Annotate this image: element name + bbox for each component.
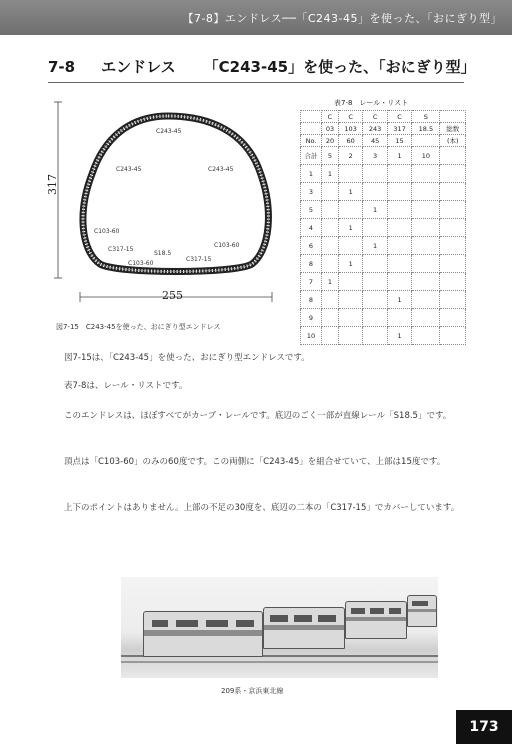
table-cell <box>412 201 440 219</box>
table-cell <box>387 219 411 237</box>
table-cell: 2 <box>338 147 362 165</box>
table-cell <box>440 165 466 183</box>
section-number: 7-8 <box>48 58 76 76</box>
table-row <box>301 237 466 255</box>
table-row <box>301 219 466 237</box>
table-cell: 1 <box>387 327 411 345</box>
table-header-cell: 317 <box>387 123 411 135</box>
table-row <box>301 291 466 309</box>
table-header-cell <box>301 111 322 123</box>
table-cell <box>387 183 411 201</box>
table-cell <box>338 165 362 183</box>
table-header-cell: 総数 <box>440 123 466 135</box>
table-cell <box>412 219 440 237</box>
table-cell <box>363 309 387 327</box>
table-row <box>301 309 466 327</box>
table-header-cell: 103 <box>338 123 362 135</box>
table-cell <box>412 237 440 255</box>
table-cell: 1 <box>387 291 411 309</box>
table-header-cell: C <box>322 111 339 123</box>
table-row <box>301 183 466 201</box>
table-row <box>301 273 466 291</box>
table-row <box>301 165 466 183</box>
body-paragraph: 上下のポイントはありません。上部の不足の30度を、底辺の二本の「C317-15」でカバーしています。 <box>64 503 460 513</box>
body-paragraph: 頂点は「C103-60」のみの60度です。この両側に「C243-45」を組合せていて、上部は15度です。 <box>64 457 446 467</box>
table-cell <box>363 219 387 237</box>
table-cell: 1 <box>322 165 339 183</box>
table-cell <box>440 255 466 273</box>
table-cell <box>322 201 339 219</box>
table-header-cell: C <box>363 111 387 123</box>
table-cell: 6 <box>301 237 322 255</box>
table-cell <box>322 309 339 327</box>
table-cell: 10 <box>412 147 440 165</box>
track-label: C243-45 <box>116 166 142 173</box>
table-row <box>301 147 466 165</box>
table-header-row <box>301 111 466 123</box>
train-car <box>263 607 345 649</box>
table-cell <box>322 219 339 237</box>
section-title-part2: 「C243-45」を使った、「おにぎり型」 <box>203 58 476 76</box>
table-cell <box>412 273 440 291</box>
table-cell <box>338 327 362 345</box>
table-row <box>301 201 466 219</box>
table-cell <box>363 327 387 345</box>
table-header-cell: 18.5 <box>412 123 440 135</box>
table-cell: 5 <box>322 147 339 165</box>
table-header-cell: C <box>338 111 362 123</box>
body-paragraph: 図7-15は、「C243-45」を使った、おにぎり型エンドレスです。 <box>64 353 310 363</box>
train-car <box>345 601 407 639</box>
table-cell: 10 <box>301 327 322 345</box>
table-cell <box>387 309 411 327</box>
table-header-cell: No. <box>301 135 322 147</box>
table-header-cell <box>412 135 440 147</box>
track-label: C103-60 <box>214 242 240 249</box>
table-header-row <box>301 123 466 135</box>
table-cell <box>387 273 411 291</box>
table-cell <box>363 291 387 309</box>
table-row <box>301 327 466 345</box>
table-cell: 1 <box>338 219 362 237</box>
body-paragraph: このエンドレスは、ほぼすべてがカーブ・レールです。底辺のごく一部が直線レール「S18.5」です。 <box>64 411 452 421</box>
table-cell: 1 <box>338 255 362 273</box>
train-car <box>407 595 437 627</box>
table-header-cell: 15 <box>387 135 411 147</box>
table-body <box>301 147 466 345</box>
table-cell <box>440 219 466 237</box>
table-cell: 合計 <box>301 147 322 165</box>
table-cell: 8 <box>301 291 322 309</box>
table-header-cell: 60 <box>338 135 362 147</box>
table-cell <box>387 165 411 183</box>
table-cell <box>338 273 362 291</box>
table-cell: 1 <box>301 165 322 183</box>
table-cell: 1 <box>322 273 339 291</box>
table-cell: 1 <box>363 237 387 255</box>
photo-caption: 209系・京浜東北線 <box>221 687 284 695</box>
table-cell <box>440 273 466 291</box>
table-cell <box>387 201 411 219</box>
table-cell <box>322 255 339 273</box>
table-cell <box>363 165 387 183</box>
table-header-cell: 243 <box>363 123 387 135</box>
table-cell <box>387 237 411 255</box>
table-cell <box>440 237 466 255</box>
table-cell <box>412 183 440 201</box>
table-cell: 9 <box>301 309 322 327</box>
table-header-cell: 03 <box>322 123 339 135</box>
table-cell: 3 <box>301 183 322 201</box>
table-cell <box>412 327 440 345</box>
track-diagram-svg <box>38 92 290 320</box>
table-cell <box>363 273 387 291</box>
track-label: S18.5 <box>154 250 172 257</box>
table-header-cell <box>301 123 322 135</box>
table-cell <box>338 291 362 309</box>
rail-list-table <box>300 110 466 345</box>
table-cell <box>322 183 339 201</box>
figure-caption: 図7-15 C243-45を使った、おにぎり型エンドレス <box>56 323 221 331</box>
dimension-height: 317 <box>46 174 59 195</box>
table-cell: 3 <box>363 147 387 165</box>
table-cell <box>363 255 387 273</box>
running-header: 【7-8】エンドレス──「C243-45」を使った、「おにぎり型」 <box>182 12 502 25</box>
train-car <box>143 611 263 657</box>
table-row <box>301 255 466 273</box>
body-paragraph: 表7-8は、レール・リストです。 <box>64 381 188 391</box>
table-cell <box>387 255 411 273</box>
table-cell: 7 <box>301 273 322 291</box>
header-bar <box>0 0 512 35</box>
dimension-width: 255 <box>162 289 183 302</box>
table-cell: 1 <box>338 183 362 201</box>
title-rule <box>48 82 464 83</box>
table-header-row <box>301 135 466 147</box>
table-cell <box>440 309 466 327</box>
page-number: 173 <box>456 710 512 744</box>
table-cell <box>440 147 466 165</box>
table-header-cell: C <box>387 111 411 123</box>
table-cell: 5 <box>301 201 322 219</box>
table-cell <box>440 291 466 309</box>
table-cell: 4 <box>301 219 322 237</box>
table-cell <box>412 165 440 183</box>
table-header-cell: S <box>412 111 440 123</box>
table-cell <box>322 291 339 309</box>
table-cell: 1 <box>387 147 411 165</box>
track-diagram <box>38 92 290 320</box>
track-label: C243-45 <box>208 166 234 173</box>
track-label: C243-45 <box>156 128 182 135</box>
table-cell <box>338 201 362 219</box>
table-cell: 8 <box>301 255 322 273</box>
table-cell <box>363 183 387 201</box>
table-header-cell: (本) <box>440 135 466 147</box>
section-title-part1: エンドレス <box>101 58 176 76</box>
table-cell <box>440 327 466 345</box>
table-cell <box>322 237 339 255</box>
table-cell <box>440 183 466 201</box>
table-cell <box>338 237 362 255</box>
track-label: C317-15 <box>108 246 134 253</box>
table-cell <box>412 291 440 309</box>
table-header-cell <box>440 111 466 123</box>
table-cell: 1 <box>363 201 387 219</box>
table-cell <box>412 309 440 327</box>
table-caption: 表7-8 レール・リスト <box>334 99 409 107</box>
table-cell <box>440 201 466 219</box>
table-cell <box>322 327 339 345</box>
table-cell <box>338 309 362 327</box>
table-cell <box>412 255 440 273</box>
section-title <box>48 56 476 77</box>
table-header-cell: 20 <box>322 135 339 147</box>
train-photo <box>121 577 438 678</box>
table-header-cell: 45 <box>363 135 387 147</box>
track-label: C317-15 <box>186 256 212 263</box>
track-label: C103-60 <box>94 228 120 235</box>
track-label: C103-60 <box>128 260 154 267</box>
